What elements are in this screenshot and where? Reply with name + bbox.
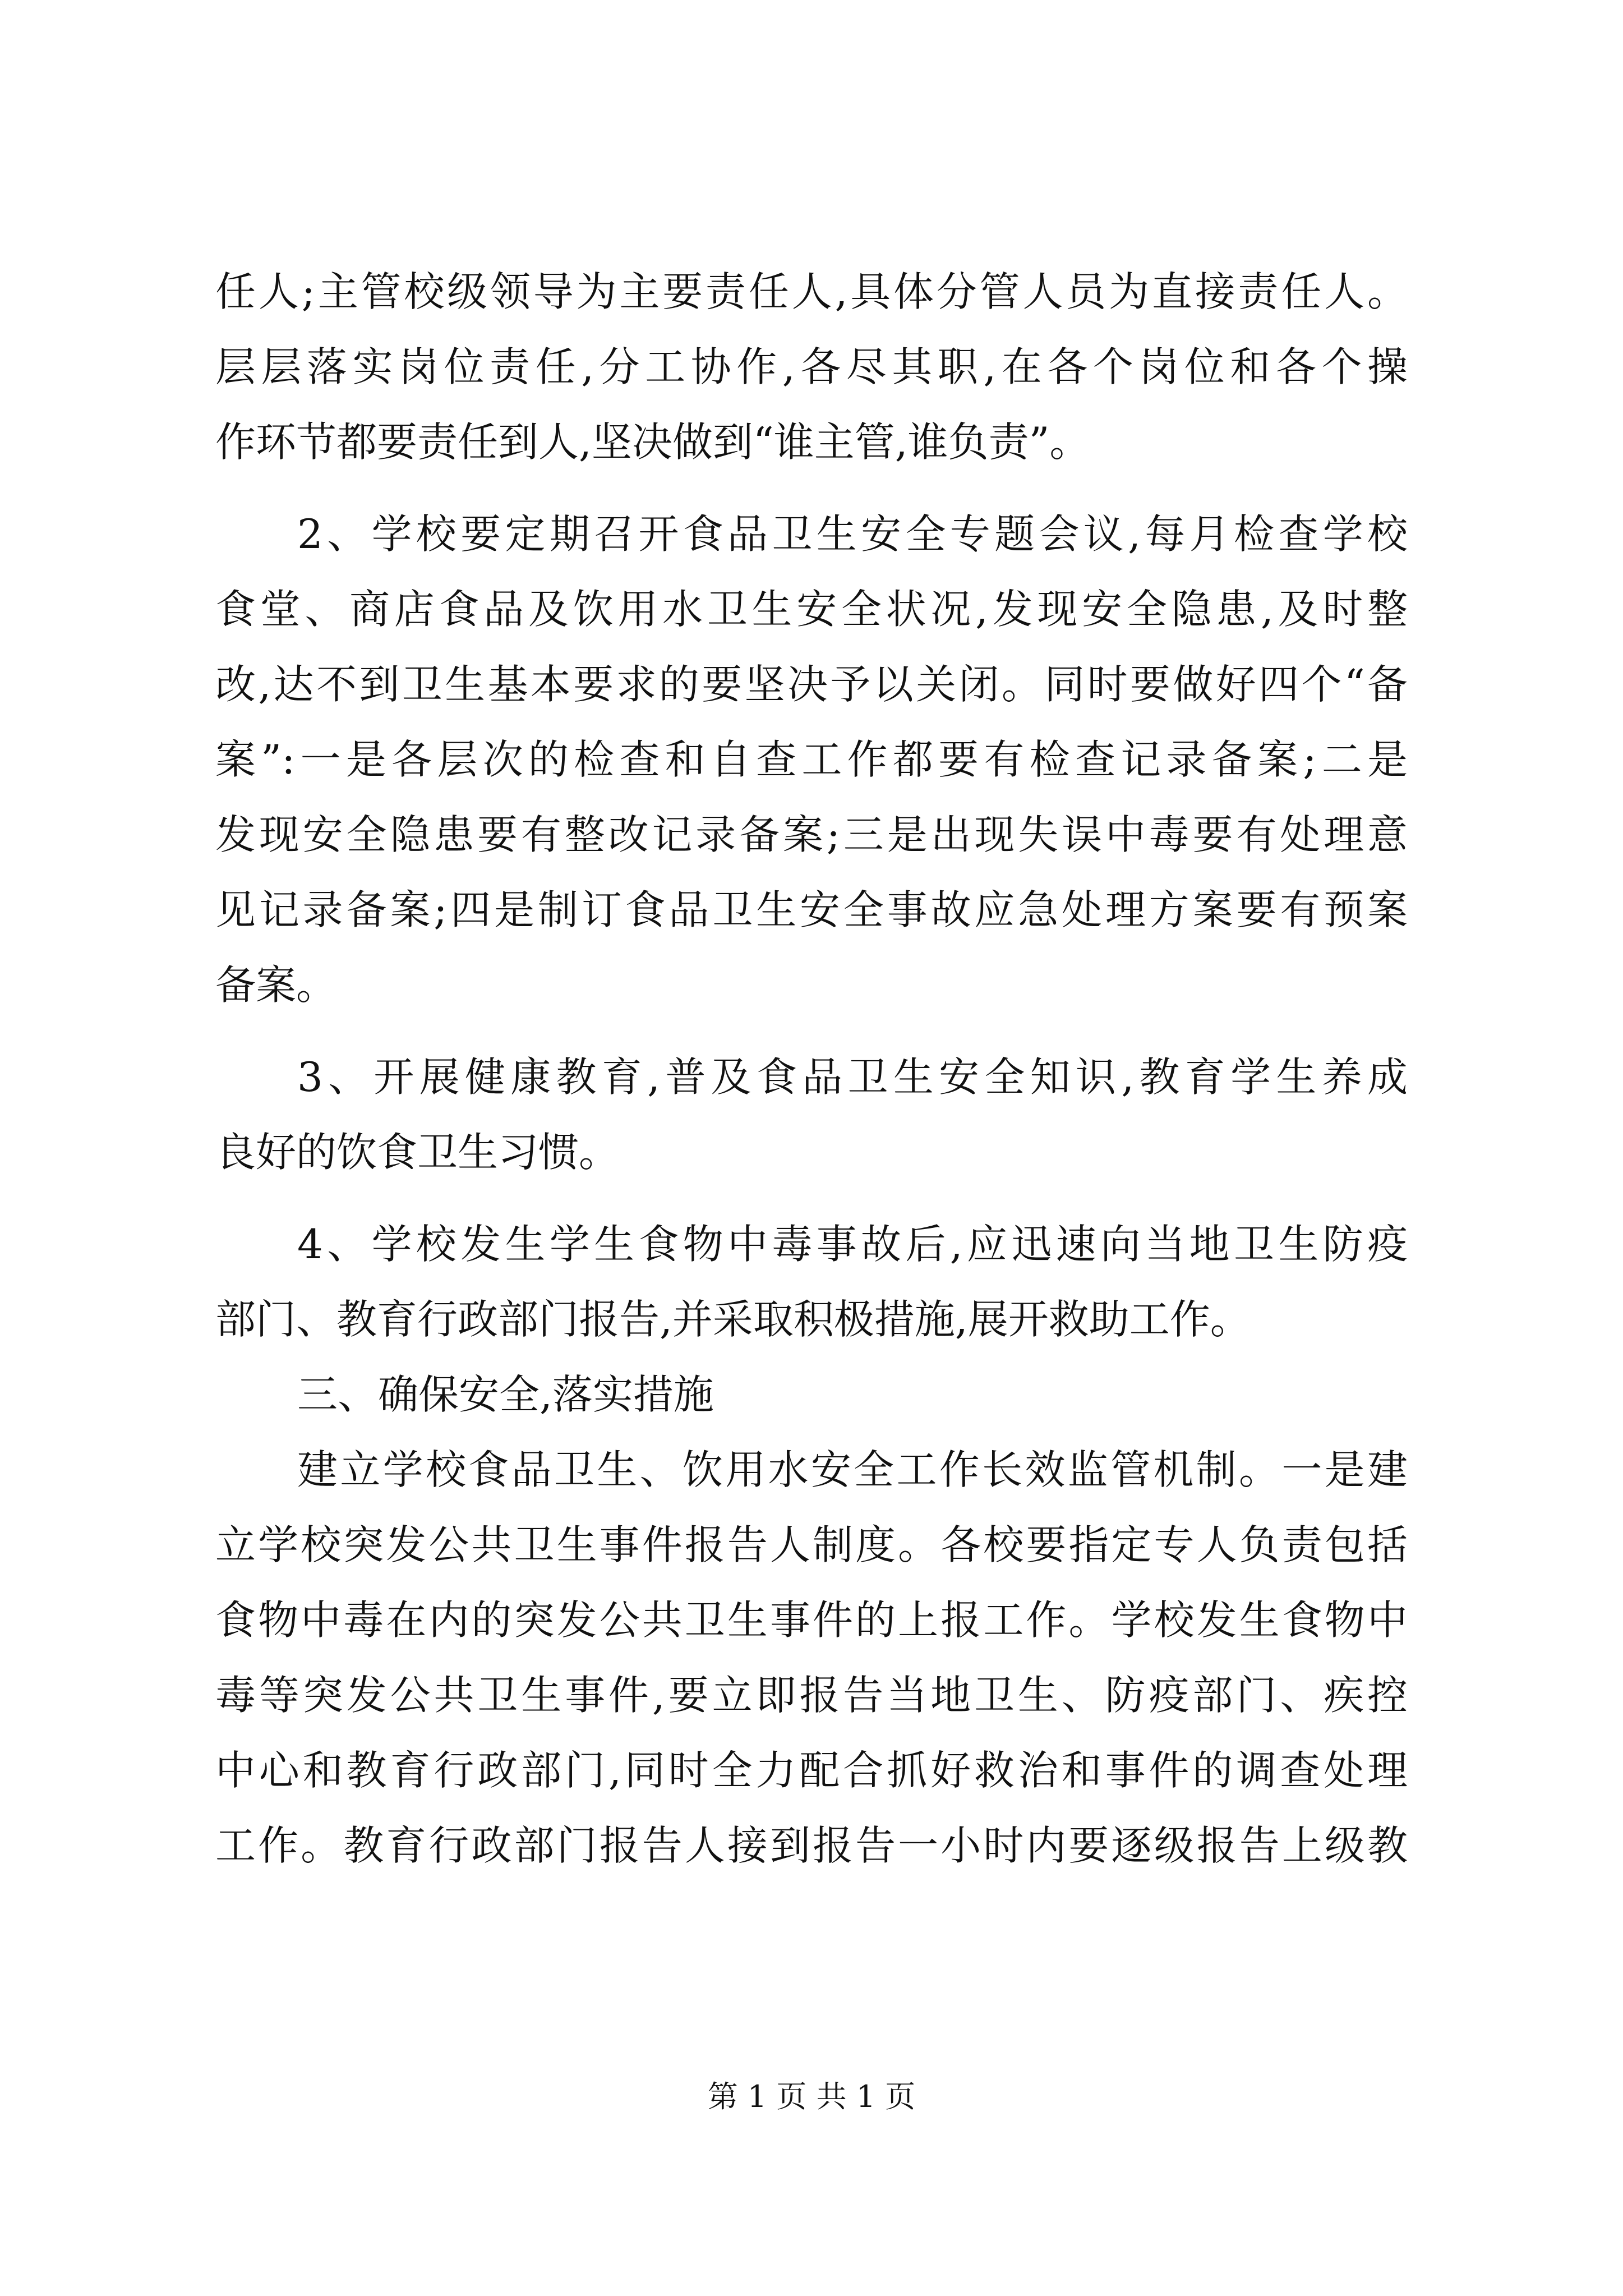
- body-line-21: 工作。教育行政部门报告人接到报告一小时内要逐级报告上级教: [215, 1822, 1408, 1869]
- body-line-20: 中心和教育行政部门,同时全力配合抓好救治和事件的调查处理: [215, 1747, 1408, 1794]
- body-line-7: 案”:一是各层次的检查和自查工作都要有检查记录备案;二是: [215, 736, 1408, 783]
- body-line-4: 2、学校要定期召开食品卫生安全专题会议,每月检查学校: [297, 510, 1408, 558]
- body-line-1: 任人;主管校级领导为主要责任人,具体分管人员为直接责任人。: [215, 268, 1408, 315]
- body-line-16: 建立学校食品卫生、饮用水安全工作长效监管机制。一是建: [297, 1446, 1408, 1493]
- body-line-17: 立学校突发公共卫生事件报告人制度。各校要指定专人负责包括: [215, 1521, 1408, 1568]
- body-line-6: 改,达不到卫生基本要求的要坚决予以关闭。同时要做好四个“备: [215, 661, 1408, 708]
- body-line-5: 食堂、商店食品及饮用水卫生安全状况,发现安全隐患,及时整: [215, 586, 1408, 633]
- body-line-3: 作环节都要责任到人,坚决做到“谁主管,谁负责”。: [215, 418, 1090, 466]
- section-heading: 三、确保安全,落实措施: [297, 1371, 714, 1418]
- body-line-13: 4、学校发生学生食物中毒事故后,应迅速向当地卫生防疫: [297, 1221, 1408, 1268]
- body-line-18: 食物中毒在内的突发公共卫生事件的上报工作。学校发生食物中: [215, 1596, 1408, 1644]
- body-line-2: 层层落实岗位责任,分工协作,各尽其职,在各个岗位和各个操: [215, 343, 1408, 390]
- body-line-11: 3、开展健康教育,普及食品卫生安全知识,教育学生养成: [297, 1053, 1408, 1101]
- body-line-12: 良好的饮食卫生习惯。: [215, 1129, 620, 1176]
- page-number-footer: 第 1 页 共 1 页: [707, 2079, 916, 2114]
- body-line-10: 备案。: [215, 961, 337, 1009]
- body-line-9: 见记录备案;四是制订食品卫生安全事故应急处理方案要有预案: [215, 886, 1408, 933]
- body-line-14: 部门、教育行政部门报告,并采取积极措施,展开救助工作。: [215, 1296, 1251, 1343]
- body-line-8: 发现安全隐患要有整改记录备案;三是出现失误中毒要有处理意: [215, 811, 1408, 858]
- body-line-19: 毒等突发公共卫生事件,要立即报告当地卫生、防疫部门、疾控: [215, 1672, 1408, 1719]
